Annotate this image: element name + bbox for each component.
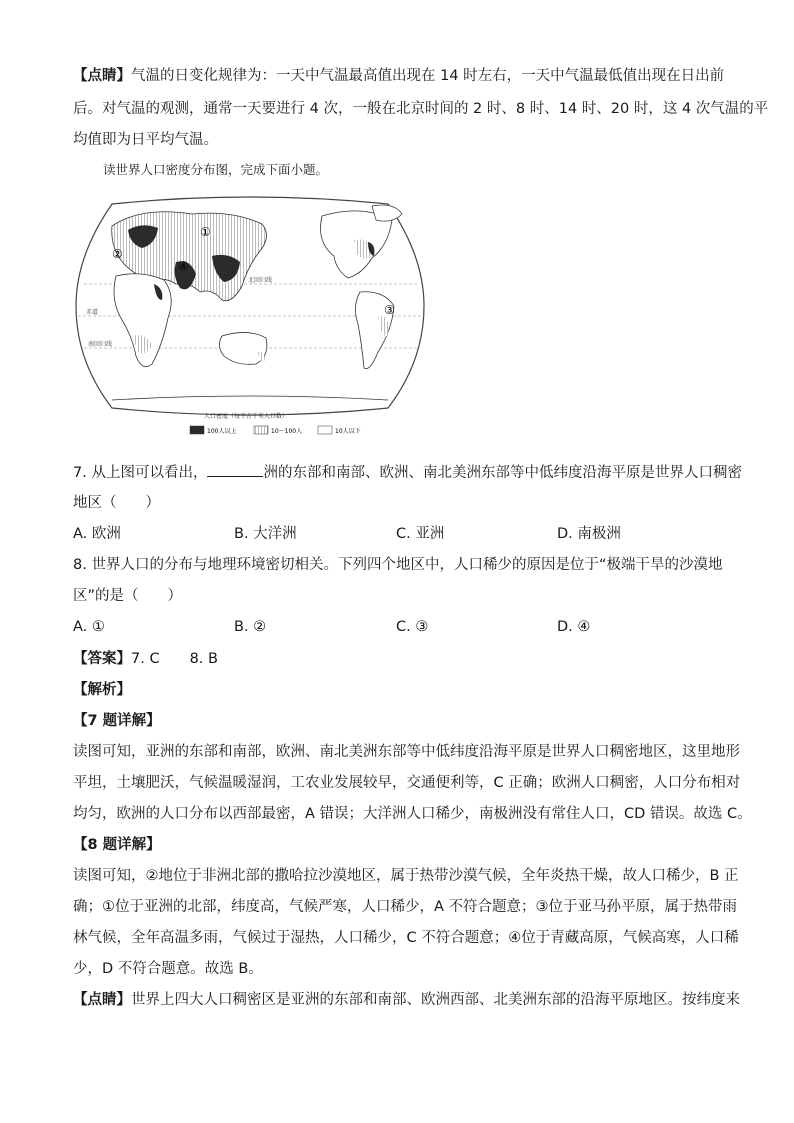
question-7-option-c[interactable]: C. 亚洲	[396, 526, 445, 542]
detail-8-label: 【8 题详解】	[73, 837, 161, 853]
map-intro-caption: 读世界人口密度分布图，完成下面小题。	[103, 162, 329, 177]
answer-label: 【答案】	[73, 651, 131, 667]
question-7-stem-line-2: 地区（ ）	[73, 495, 160, 511]
map-label-tropic-cancer: 北回归线	[248, 277, 273, 284]
detail-8-line-4: 少，D 不符合题意。故选 B。	[73, 961, 263, 977]
tip-label: 【点睛】	[73, 68, 131, 84]
legend-label-high: 100人以上	[207, 428, 237, 435]
tip-paragraph-line-1	[73, 66, 724, 86]
answer-7: 7. C	[131, 651, 160, 667]
question-8-stem-line-2: 区”的是（ ）	[73, 588, 183, 604]
detail-7-line-3: 均匀，欧洲的人口分布以西部最密，A 错误；大洋洲人口稀少，南极洲没有常住人口，CD 错误。故选 C。	[73, 806, 752, 822]
tip-paragraph-line-2: 后。对气温的观测，通常一天要进行 4 次，一般在北京时间的 2 时、8 时、14 时、20 时，这 4 次气温的平	[73, 101, 769, 117]
detail-8-line-1: 读图可知，②地位于非洲北部的撒哈拉沙漠地区，属于热带沙漠气候，全年炎热干燥，故人口稀少，B 正	[73, 868, 739, 884]
question-7-stem-line-1	[73, 462, 742, 483]
map-label-region-3: ③	[384, 303, 395, 317]
detail-7-label: 【7 题详解】	[73, 713, 161, 729]
world-map-figure	[72, 196, 428, 446]
question-7-text: 洲的东部和南部、欧洲、南北美洲东部等中低纬度沿海平原是世界人口稠密	[263, 465, 742, 481]
map-legend-title: 人口密度（每平方千米人口数）	[204, 413, 289, 420]
map-label-region-2: ②	[112, 247, 123, 261]
tip-paragraph-line-3: 均值即为日平均气温。	[73, 132, 218, 148]
tip-text: 气温的日变化规律为：一天中气温最高值出现在 14 时左右，一天中气温最低值出现在日出前	[131, 68, 725, 84]
legend-swatch-low	[318, 426, 332, 434]
legend-swatch-high	[190, 426, 204, 434]
answer-blank	[207, 462, 263, 477]
tip-2-label: 【点睛】	[73, 992, 131, 1008]
legend-swatch-mid	[254, 426, 268, 434]
question-8-option-c[interactable]: C. ③	[396, 619, 429, 635]
question-8-option-a[interactable]: A. ①	[73, 619, 105, 635]
question-7-option-d[interactable]: D. 南极洲	[557, 526, 621, 542]
question-7-option-b[interactable]: B. 大洋洲	[234, 526, 297, 542]
answer-line	[73, 649, 218, 669]
question-7-option-a[interactable]: A. 欧洲	[73, 526, 121, 542]
question-8-option-b[interactable]: B. ②	[234, 619, 267, 635]
question-8-option-d[interactable]: D. ④	[557, 619, 591, 635]
map-label-region-4: ④	[178, 259, 189, 273]
legend-label-mid: 10～100人	[271, 428, 303, 435]
detail-7-line-2: 平坦，土壤肥沃，气候温暖湿润，工农业发展较早，交通便利等，C 正确；欧洲人口稠密，人口分布相对	[73, 775, 741, 791]
tip-2-text: 世界上四大人口稠密区是亚洲的东部和南部、欧洲西部、北美洲东部的沿海平原地区。按纬度来	[131, 992, 740, 1008]
question-8-stem-line-1: 8. 世界人口的分布与地理环境密切相关。下列四个地区中，人口稀少的原因是位于“极端干旱的沙漠地	[73, 557, 723, 573]
tip-2-line-1	[73, 990, 740, 1010]
detail-8-line-3: 林气候，全年高温多雨，气候过于湿热，人口稀少，C 不符合题意；④位于青藏高原，气候高寒，人口稀	[73, 930, 739, 946]
answer-8: 8. B	[189, 651, 218, 667]
analysis-label: 【解析】	[73, 682, 131, 698]
detail-8-line-2: 确；①位于亚洲的北部，纬度高，气候严寒，人口稀少，A 不符合题意；③位于亚马孙平原，属于热带雨	[73, 899, 738, 915]
world-population-map	[72, 196, 428, 446]
detail-7-line-1: 读图可知，亚洲的东部和南部，欧洲、南北美洲东部等中低纬度沿海平原是世界人口稠密地区，这里地形	[73, 744, 740, 760]
question-7-number: 7. 从上图可以看出，	[73, 465, 208, 481]
legend-label-low: 10人以下	[335, 428, 361, 435]
map-label-tropic-capricorn: 南回归线	[88, 341, 113, 348]
map-label-equator: 赤道	[86, 309, 99, 316]
map-label-region-1: ①	[200, 225, 211, 239]
